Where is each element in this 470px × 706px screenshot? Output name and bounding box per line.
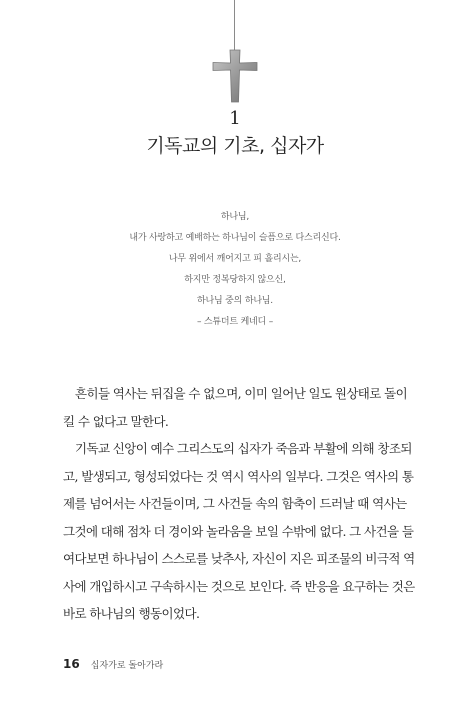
body-line: 흔히들 역사는 뒤집을 수 없으며, 이미 일어난 일도 원상태로 돌이 [75,386,408,401]
body-line: 여다보면 하나님이 스스로를 낮추사, 자신이 지은 피조물의 비극적 역 [63,551,415,566]
body-line: 기독교 신앙이 예수 그리스도의 십자가 죽음과 부활에 의해 창조되 [75,441,412,456]
epigraph-line: 하나님 중의 하나님. [197,296,273,306]
chapter-number: 1 [229,108,241,129]
body-line: 제를 넘어서는 사건들이며, 그 사건들 속의 함축이 드러날 때 역사는 [63,496,407,511]
epigraph-line: 하지만 정복당하지 않으신, [184,275,286,285]
chapter-title: 기독교의 기초, 십자가 [146,135,324,157]
epigraph-line: 나무 위에서 깨어지고 피 흘리시는, [168,254,302,264]
epigraph-line: 하나님, [220,212,250,222]
running-title: 십자가로 돌아가라 [90,661,164,671]
body-line: 바로 하나님의 행동이었다. [63,606,200,621]
cross-icon [211,48,259,104]
epigraph-attribution: – 스튜더트 케네디 – [196,317,274,327]
body-line: 그것에 대해 점차 더 경이와 놀라움을 보일 수밖에 없다. 그 사건을 들 [63,523,414,539]
epigraph [0,207,470,333]
body-line: 킬 수 없다고 말한다. [63,413,169,429]
body-line: 고, 발생되고, 형성되었다는 것 역시 역사의 일부다. 그것은 역사의 통 [63,468,414,484]
body-text [63,380,415,628]
cross-hanging-line [234,0,235,50]
epigraph-line: 내가 사랑하고 예배하는 하나님이 슬픔으로 다스리신다. [129,233,341,243]
page-number: 16 [63,657,80,671]
body-line: 사에 개입하시고 구속하시는 것으로 보인다. 즉 반응을 요구하는 것은 [63,578,415,594]
page-footer [63,653,163,672]
